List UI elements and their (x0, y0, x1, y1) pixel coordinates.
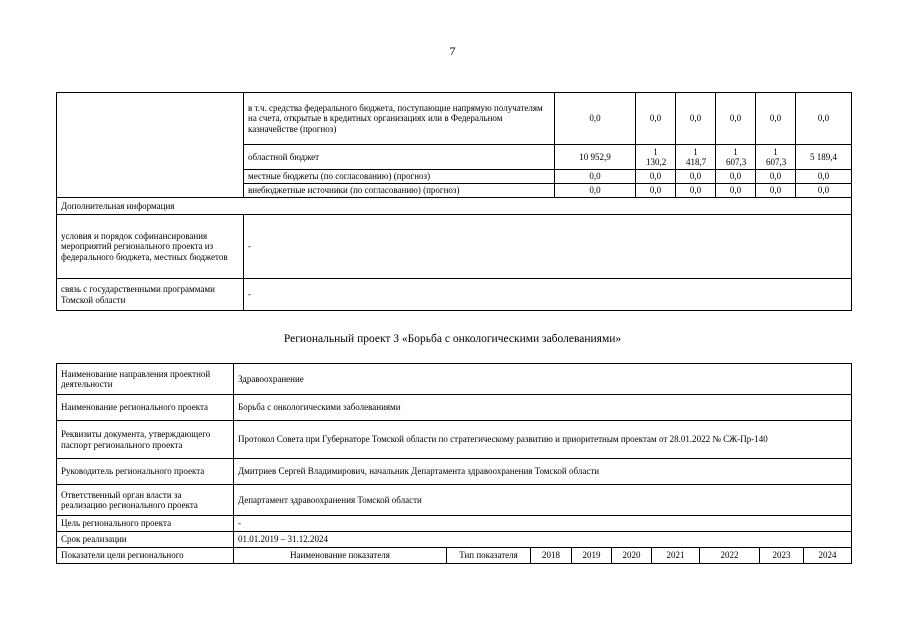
total-cell: 0,0 (555, 93, 636, 145)
passport-row (57, 459, 852, 485)
passport-row (57, 421, 852, 459)
passport-row (57, 516, 852, 532)
programs-row (57, 279, 852, 311)
total-cell: 0,0 (555, 170, 636, 184)
row-label: в т.ч. средства федерального бюджета, поступающие напрямую получателям на счета, открытые в кредитных организациях или в Федеральном казначействе (прогноз) (244, 93, 555, 145)
passport-row (57, 395, 852, 421)
indicators-label: Показатели цели регионального (57, 548, 234, 564)
passport-table (56, 363, 852, 564)
total-cell: 10 952,9 (555, 145, 636, 170)
programs-value: - (244, 279, 852, 311)
total-cell: 0,0 (555, 184, 636, 198)
project-name-label: Наименование регионального проекта (57, 395, 234, 421)
row-label: внебюджетные источники (по согласованию) (прогноз) (244, 184, 555, 198)
value-cell: 1 607,3 (756, 145, 796, 170)
value-cell: 1 418,7 (676, 145, 716, 170)
value-cell: 0,0 (716, 184, 756, 198)
goal-label: Цель регионального проекта (57, 516, 234, 532)
value-cell: 0,0 (636, 170, 676, 184)
head-value: Дмитриев Сергей Владимирович, начальник Департамента здравоохранения Томской области (234, 459, 852, 485)
goal-value: - (234, 516, 852, 532)
passport-row (57, 485, 852, 516)
value-cell: 1 607,3 (716, 145, 756, 170)
value-cell: 0,0 (636, 184, 676, 198)
direction-value: Здравоохранение (234, 364, 852, 395)
term-value: 01.01.2019 – 31.12.2024 (234, 532, 852, 548)
value-cell: 0,0 (796, 170, 852, 184)
row-label: областной бюджет (244, 145, 555, 170)
year-header: 2022 (700, 548, 760, 564)
cofinancing-value: - (244, 215, 852, 279)
value-cell: 0,0 (756, 170, 796, 184)
additional-info-row (57, 198, 852, 215)
value-cell: 0,0 (676, 170, 716, 184)
year-header: 2020 (612, 548, 652, 564)
year-header: 2023 (760, 548, 804, 564)
year-header: 2021 (652, 548, 700, 564)
value-cell: 0,0 (756, 184, 796, 198)
head-label: Руководитель регионального проекта (57, 459, 234, 485)
year-header: 2019 (572, 548, 612, 564)
value-cell: 0,0 (796, 184, 852, 198)
indicators-header-row (57, 548, 852, 564)
document-value: Протокол Совета при Губернаторе Томской области по стратегическому развитию и приоритетным проектам от 28.01.2022 № СЖ-Пр-140 (234, 421, 852, 459)
page-number: 7 (449, 44, 456, 58)
passport-row (57, 364, 852, 395)
finance-table (56, 92, 852, 311)
project-title: Региональный проект 3 «Борьба с онкологическими заболеваниями» (283, 333, 622, 345)
document-label: Реквизиты документа, утверждающего паспорт регионального проекта (57, 421, 234, 459)
additional-info-heading: Дополнительная информация (57, 198, 852, 215)
term-label: Срок реализации (57, 532, 234, 548)
finance-row (57, 93, 852, 145)
value-cell: 0,0 (756, 93, 796, 145)
indicator-name-header: Наименование показателя (234, 548, 447, 564)
value-cell: 0,0 (676, 184, 716, 198)
direction-label: Наименование направления проектной деятельности (57, 364, 234, 395)
value-cell: 0,0 (676, 93, 716, 145)
value-cell: 0,0 (716, 170, 756, 184)
responsible-org-label: Ответственный орган власти за реализацию регионального проекта (57, 485, 234, 516)
responsible-org-value: Департамент здравоохранения Томской области (234, 485, 852, 516)
blank-cell (57, 93, 244, 198)
value-cell: 0,0 (716, 93, 756, 145)
project-name-value: Борьба с онкологическими заболеваниями (234, 395, 852, 421)
year-header: 2024 (804, 548, 852, 564)
passport-row (57, 532, 852, 548)
row-label: местные бюджеты (по согласованию) (прогноз) (244, 170, 555, 184)
year-header: 2018 (531, 548, 572, 564)
value-cell: 5 189,4 (796, 145, 852, 170)
value-cell: 0,0 (636, 93, 676, 145)
value-cell: 1 130,2 (636, 145, 676, 170)
cofinancing-row (57, 215, 852, 279)
programs-label: связь с государственными программами Томской области (57, 279, 244, 311)
value-cell: 0,0 (796, 93, 852, 145)
indicator-type-header: Тип показателя (447, 548, 531, 564)
cofinancing-label: условия и порядок софинансирования мероприятий регионального проекта из федерального бюджета, местных бюджетов (57, 215, 244, 279)
